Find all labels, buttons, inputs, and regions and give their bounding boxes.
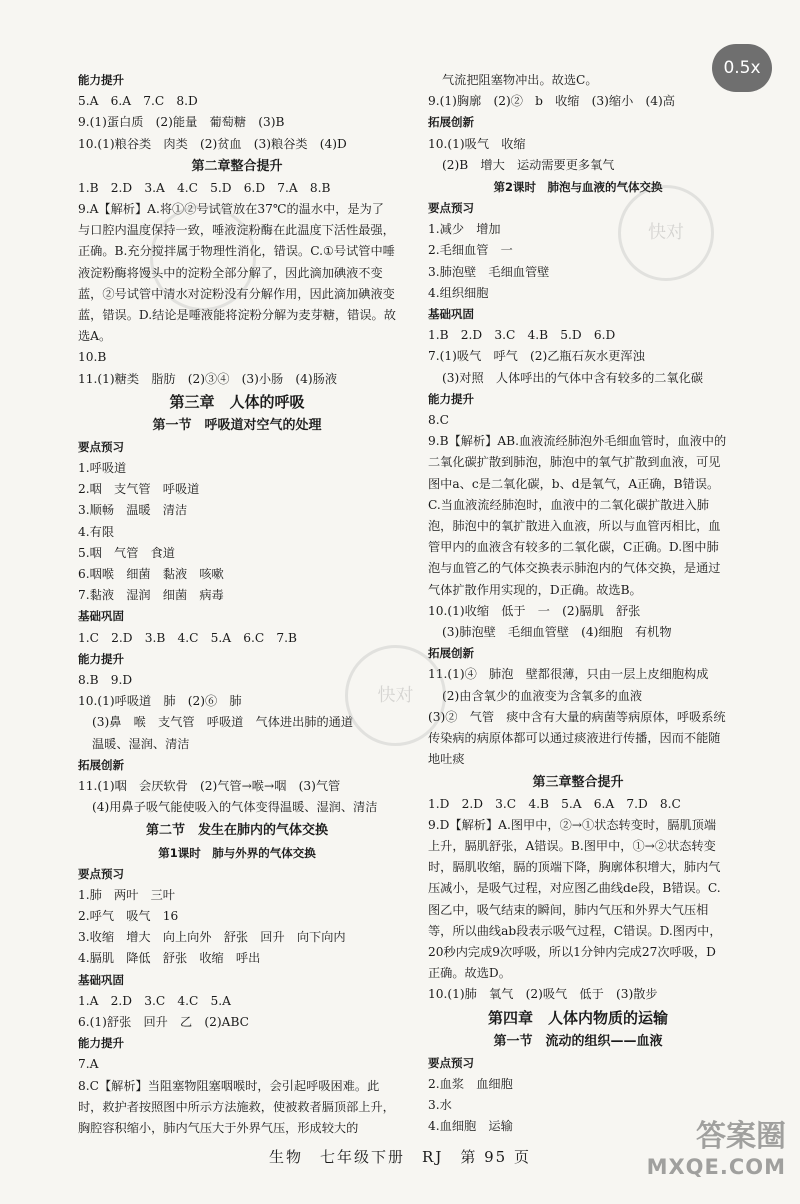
section-heading: 第一节 呼吸道对空气的处理 — [152, 417, 322, 433]
answer-line: 10.(1)粮谷类 肉类 (2)贫血 (3)粮谷类 (4)D — [78, 136, 347, 151]
section-label: 拓展创新 — [428, 646, 474, 661]
page-footer: 生物 七年级下册 RJ 第 95 页 — [269, 1148, 531, 1166]
watermark-stamp-text: 快对 — [377, 685, 414, 706]
chapter-heading: 第四章 人体内物质的运输 — [487, 1008, 668, 1027]
section-heading: 第二节 发生在肺内的气体交换 — [145, 822, 328, 838]
section-label: 能力提升 — [78, 1036, 124, 1051]
explanation-paragraph: 9.D【解析】A.图甲中，②→①状态转变时，膈肌顶端上升，膈肌舒张，A错误。B.图甲中，①→②状态转变时，膈肌收缩，膈的顶端下降，胸廓体积增大，肺内气压减小，是吸气过程，对应图乙曲线de段，B错误。C.图乙中，吸气结束的瞬间，肺内气压和外界大气压相等，所以曲线ab段表示吸气过程，C错误。D.图丙中，20秒内完成9次呼吸，所以1分钟内完成27次呼吸，D正确。故选D。 — [428, 817, 722, 981]
answer-line: 4.膈肌 降低 舒张 收缩 呼出 — [78, 951, 261, 966]
answer-line: 1.减少 增加 — [428, 222, 501, 237]
section-label: 基础巩固 — [78, 609, 124, 624]
section-label: 拓展创新 — [78, 757, 124, 772]
section-label: 要点预习 — [78, 866, 124, 881]
answer-line: 4.有限 — [78, 524, 115, 539]
answer-line: 1.D 2.D 3.C 4.B 5.A 6.A 7.D 8.C — [428, 796, 681, 811]
section-label: 基础巩固 — [78, 972, 124, 987]
section-label: 要点预习 — [428, 201, 474, 216]
kuaidui-stamp-watermark — [150, 205, 256, 311]
answer-line: 7.黏液 湿润 细菌 病毒 — [78, 588, 224, 603]
answer-line: 1.B 2.D 3.A 4.C 5.D 6.D 7.A 8.B — [78, 180, 331, 195]
lesson-heading: 第2课时 肺泡与血液的气体交换 — [493, 180, 663, 195]
answer-line: 5.A 6.A 7.C 8.D — [78, 94, 198, 109]
section-heading: 第三章整合提升 — [532, 774, 624, 790]
zoom-level-badge[interactable]: 0.5x — [712, 44, 772, 92]
answer-line: 10.(1)收缩 低于 一 (2)膈肌 舒张 — [428, 603, 641, 618]
answer-line: 10.B — [78, 350, 107, 365]
answer-line-indented: (4)用鼻子吸气能使吸入的气体变得温暖、湿润、清洁 — [92, 800, 378, 815]
answer-line: 1.C 2.D 3.B 4.C 5.A 6.C 7.B — [78, 630, 297, 645]
answer-line: 2.血浆 血细胞 — [428, 1076, 513, 1091]
section-label: 要点预习 — [78, 439, 124, 454]
answer-line: 6.咽喉 细菌 黏液 咳嗽 — [78, 567, 224, 582]
answer-line: 7.A — [78, 1057, 99, 1072]
answer-line-indented: 气流把阻塞物冲出。故选C。 — [442, 73, 598, 87]
explanation-paragraph: 9.B【解析】AB.血液流经肺泡外毛细血管时，血液中的二氧化碳扩散到肺泡，肺泡中的氧气扩散到血液，可见图中a、c是二氧化碳，b、d是氧气，A正确，B错误。C.当血液流经肺泡时，血液中的二氧化碳扩散进入肺泡，肺泡中的氧扩散进入血液，所以与血管丙相比，血管甲内的血液含有较多的二氧化碳，C正确。D.图中肺泡与血管乙的气体交换表示肺泡内的气体交换，是通过气体扩散作用实现的，D正确。故选B。 — [428, 434, 727, 597]
answer-line: 8.C — [428, 413, 449, 428]
answer-line: 3.肺泡壁 毛细血管壁 — [428, 264, 550, 279]
answer-line-indented: (3)对照 人体呼出的气体中含有较多的二氧化碳 — [442, 370, 704, 385]
explanation-paragraph: (3)② 气管 痰中含有大量的病菌等病原体，呼吸系统传染病的病原体都可以通过痰液进行传播，因而不能随地吐痰 — [428, 709, 726, 767]
answer-line: 9.(1)蛋白质 (2)能量 葡萄糖 (3)B — [78, 115, 285, 130]
answer-line: 2.毛细血管 一 — [428, 243, 513, 258]
answer-line: 10.(1)吸气 收缩 — [428, 136, 526, 151]
answer-line: 10.(1)肺 氧气 (2)吸气 低于 (3)散步 — [428, 987, 658, 1002]
answer-line: 1.A 2.D 3.C 4.C 5.A — [78, 993, 231, 1008]
answer-line-indented: (3)肺泡壁 毛细血管壁 (4)细胞 有机物 — [442, 625, 672, 640]
kuaidui-stamp-watermark — [618, 185, 714, 281]
answer-line: 4.血细胞 运输 — [428, 1119, 513, 1134]
answer-line: 10.(1)呼吸道 肺 (2)⑥ 肺 — [78, 694, 242, 709]
answer-line: 1.肺 两叶 三叶 — [78, 887, 175, 902]
answer-line: 11.(1)④ 肺泡 壁都很薄，只由一层上皮细胞构成 — [428, 667, 709, 682]
answer-line: 1.B 2.D 3.C 4.B 5.D 6.D — [428, 328, 616, 343]
answer-line: 4.组织细胞 — [428, 285, 489, 300]
kuaidui-stamp-watermark — [345, 645, 446, 746]
answer-line: 8.B 9.D — [78, 673, 133, 688]
answer-line: 3.收缩 增大 向上向外 舒张 回升 向下向内 — [78, 930, 346, 945]
section-heading: 第一节 流动的组织——血液 — [493, 1033, 663, 1049]
answer-line: 3.水 — [428, 1097, 452, 1112]
answer-line: 1.呼吸道 — [78, 461, 127, 476]
watermark-stamp-text: 快对 — [648, 222, 684, 243]
explanation-paragraph: 9.A【解析】A.将①②号试管放在37℃的温水中，是为了与口腔内温度保持一致，唾液淀粉酶在此温度下活性最强，正确。B.充分搅拌属于物理性消化，错误。C.①号试管中唾液淀粉酶将馒头中的淀粉全部分解了，因此滴加碘液不变蓝，②号试管中清水对淀粉没有分解作用，因此滴加碘液变蓝，错误。D.结论是唾液能将淀粉分解为麦芽糖，错误。故选A。 — [78, 202, 396, 344]
answer-line-indented: (3)鼻 喉 支气管 呼吸道 气体进出肺的通道 — [92, 715, 354, 730]
logo-text: 答案圈 — [696, 1119, 786, 1154]
answer-line: 9.(1)胸廓 (2)② b 收缩 (3)缩小 (4)高 — [428, 94, 675, 109]
answer-line-indented: (2)由含氧少的血液变为含氧多的血液 — [442, 688, 643, 703]
answer-line: 2.呼气 吸气 16 — [78, 908, 179, 923]
answer-line: 6.(1)舒张 回升 乙 (2)ABC — [78, 1014, 249, 1029]
answer-line-indented: (2)B 增大 运动需要更多氧气 — [442, 157, 615, 172]
answer-line: 7.(1)吸气 呼气 (2)乙瓶石灰水更浑浊 — [428, 349, 645, 364]
answer-site-logo-watermark — [646, 1119, 786, 1182]
section-heading: 第二章整合提升 — [191, 158, 283, 174]
explanation-paragraph: 8.C【解析】当阻塞物阻塞咽喉时，会引起呼吸困难。此时，救护者按照图中所示方法施救，使被救者膈顶部上升，胸腔容积缩小，肺内气压大于外界气压，形成较大的 — [78, 1078, 395, 1135]
section-label: 能力提升 — [78, 73, 124, 87]
answer-line: 5.咽 气管 食道 — [78, 545, 175, 560]
answer-line: 3.顺畅 温暖 清洁 — [78, 503, 188, 518]
answer-line: 2.咽 支气管 呼吸道 — [78, 482, 200, 497]
section-label: 能力提升 — [78, 651, 124, 666]
section-label: 能力提升 — [428, 391, 474, 406]
section-label: 基础巩固 — [428, 307, 474, 322]
answer-line: 11.(1)糖类 脂肪 (2)③④ (3)小肠 (4)肠液 — [78, 371, 338, 386]
answer-line-indented: 温暖、湿润、清洁 — [92, 736, 190, 751]
section-label: 拓展创新 — [428, 115, 474, 130]
section-label: 要点预习 — [428, 1055, 474, 1070]
logo-url: MXQE.COM — [646, 1155, 786, 1179]
answer-line: 11.(1)咽 会厌软骨 (2)气管→喉→咽 (3)气管 — [78, 779, 341, 794]
lesson-heading: 第1课时 肺与外界的气体交换 — [158, 845, 316, 860]
chapter-heading: 第三章 人体的呼吸 — [169, 392, 305, 411]
